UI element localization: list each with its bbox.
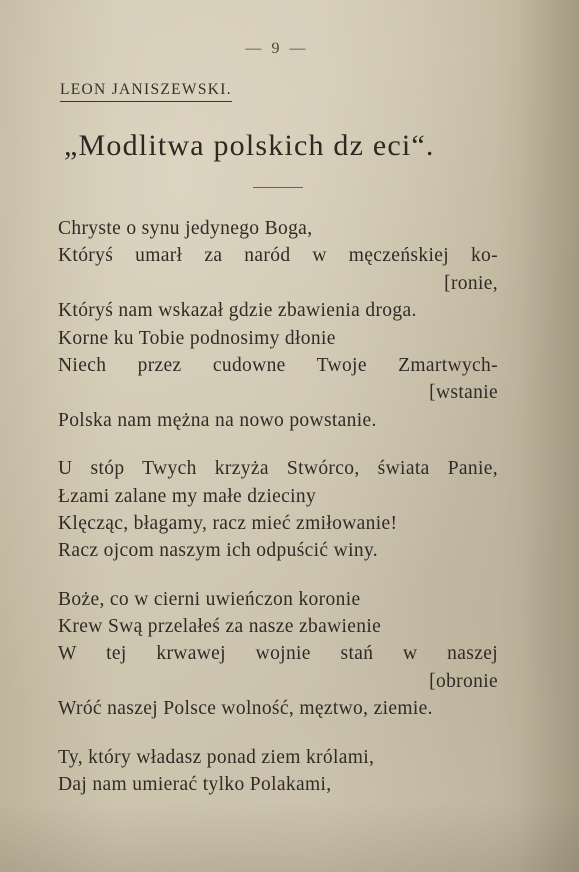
- poem-stanza: [58, 215, 498, 434]
- poem-line: [wstanie: [429, 382, 498, 404]
- poem-line: [obronie: [429, 670, 498, 692]
- poem-line: Chryste o synu jedynego Boga,: [58, 218, 313, 239]
- title-divider: [253, 187, 303, 188]
- poem-line: Wróć naszej Polsce wolność, męztwo, ziemie.: [58, 698, 433, 720]
- poem-line: Daj nam umierać tylko Polakami,: [58, 774, 332, 796]
- poem-stanza: [58, 586, 498, 723]
- poem-body: [58, 215, 498, 819]
- page-edge-shadow: [519, 0, 579, 872]
- poem-line: Krew Swą przelałeś za nasze zbawienie: [58, 616, 382, 638]
- poem-line: Korne ku Tobie podnosimy dłonie: [58, 327, 336, 349]
- poem-line: U stóp Twych krzyża Stwórco, świata Panie,: [58, 458, 498, 480]
- poem-line: Któryś nam wskazał gdzie zbawienia droga.: [58, 300, 417, 322]
- poem-line: Któryś umarł za naród w męczeńskiej ko-: [58, 245, 498, 267]
- author-name: LEON JANISZEWSKI.: [60, 81, 232, 102]
- poem-stanza: [58, 744, 498, 799]
- poem-line: Boże, co w cierni uwieńczon koronie: [58, 588, 361, 610]
- poem-line: Niech przez cudowne Twoje Zmartwych-: [58, 354, 498, 376]
- poem-line: Racz ojcom naszym ich odpuścić winy.: [58, 540, 379, 562]
- page-number: — 9 —: [245, 40, 309, 57]
- poem-line: [ronie,: [444, 272, 498, 294]
- poem-line: Łzami zalane my małe dzieciny: [58, 485, 317, 507]
- poem-line: Polska nam mężna na nowo powstanie.: [58, 409, 377, 431]
- poem-line: Klęcząc, błagamy, racz mieć zmiłowanie!: [58, 512, 398, 534]
- poem-line: W tej krwawej wojnie stań w naszej: [58, 643, 498, 665]
- poem-line: Ty, który władasz ponad ziem królami,: [58, 746, 375, 768]
- poem-stanza: [58, 455, 498, 565]
- poem-title: „Modlitwa polskich dz eci“.: [64, 129, 435, 162]
